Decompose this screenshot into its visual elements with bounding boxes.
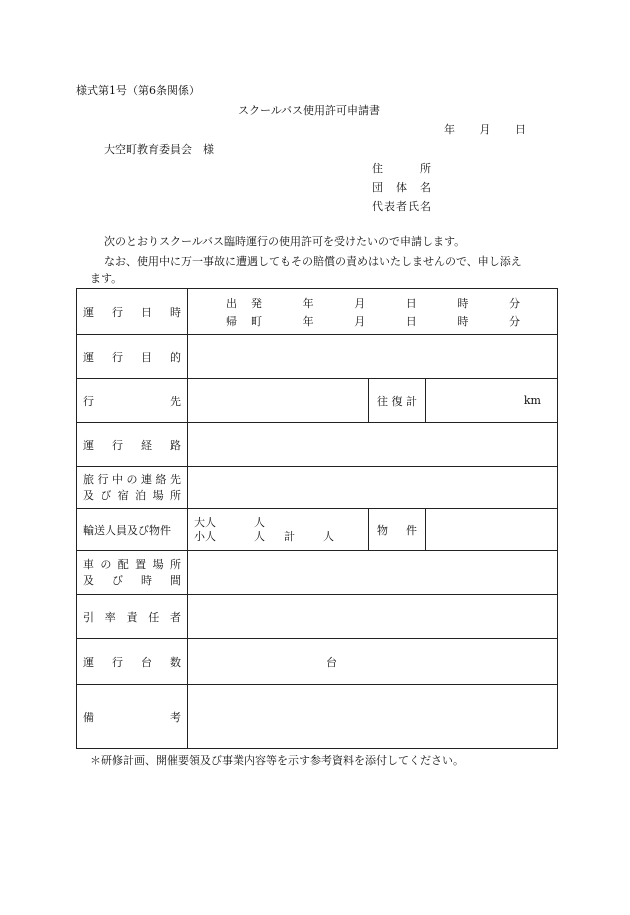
child-unit: 人 [254, 529, 265, 543]
adult-unit: 人 [254, 515, 265, 529]
char: 責 [126, 610, 138, 624]
disclaimer-line-1: なお、使用中に万一事故に遭遇してもその賠償の責めはいたしませんので、申し添え [104, 255, 522, 268]
char: 発 [251, 296, 262, 310]
label-cell [77, 685, 188, 749]
label-cell [77, 551, 188, 595]
char: 間 [170, 573, 181, 587]
cargo-field[interactable] [426, 509, 558, 551]
purpose-field[interactable] [188, 335, 558, 379]
char: 中 [112, 472, 123, 486]
char: 行 [83, 394, 94, 408]
char: 台 [141, 655, 152, 669]
child-label: 小人 [194, 529, 216, 543]
depart-minute: 分 [508, 296, 520, 310]
form-title: スクールバス使用許可申請書 [238, 104, 381, 117]
cargo-label [375, 522, 419, 538]
row-label-line1 [83, 557, 181, 573]
char: 名 [420, 181, 431, 194]
row-label [83, 609, 181, 625]
char: の [126, 472, 138, 486]
return-month: 月 [354, 314, 366, 328]
row-passengers-cargo [77, 509, 558, 551]
char: 氏 [408, 200, 419, 213]
char: 運 [83, 305, 94, 319]
return-hour: 時 [457, 314, 469, 328]
label-cell [77, 639, 188, 685]
char: 引 [83, 610, 94, 624]
char: 日 [141, 305, 152, 319]
row-label: 輸送人員及び物件 [83, 523, 171, 537]
char: 経 [141, 438, 152, 452]
char: 絡 [155, 472, 167, 486]
row-label [83, 349, 181, 365]
char: 車 [83, 557, 94, 571]
char: 町 [251, 314, 262, 328]
char: 及 [83, 573, 94, 587]
applicant-address-label [372, 162, 431, 176]
char: 配 [117, 557, 129, 571]
char: 表 [384, 200, 395, 213]
char: の [100, 557, 112, 571]
char: 場 [152, 488, 164, 502]
char: び [112, 573, 123, 587]
cargo-label-cell [369, 509, 426, 551]
char: 場 [152, 557, 164, 571]
char: 旅 [83, 472, 94, 486]
char: 率 [104, 610, 116, 624]
km-unit: km [523, 394, 541, 407]
char: 運 [83, 438, 94, 452]
row-contact-lodging [77, 467, 558, 509]
row-destination [77, 379, 558, 423]
applicant-rep-label [372, 200, 431, 214]
char: 件 [406, 523, 417, 537]
destination-field[interactable] [188, 379, 369, 423]
label-cell [77, 467, 188, 509]
char: 所 [169, 557, 181, 571]
total-unit: 人 [323, 529, 334, 543]
char: 泊 [135, 488, 147, 502]
char: 者 [396, 200, 407, 213]
disclaimer-line-2: ます。 [90, 272, 123, 285]
total-label: 計 [284, 529, 295, 543]
char: 往 [377, 394, 388, 408]
char: 的 [170, 350, 181, 364]
datetime-grid [226, 295, 520, 329]
char: 備 [83, 710, 94, 724]
label-cell [77, 379, 188, 423]
vehicle-unit: 台 [326, 655, 337, 669]
row-remarks [77, 685, 558, 749]
applicant-group-label [372, 181, 431, 195]
char: 団 [372, 181, 383, 194]
label-cell [77, 595, 188, 639]
char: 行 [112, 438, 123, 452]
char: 復 [391, 394, 403, 408]
char: び [100, 488, 112, 502]
contact-lodging-field[interactable] [188, 467, 558, 509]
row-label [83, 654, 181, 670]
char: 行 [112, 305, 123, 319]
char: 帰 [226, 314, 237, 328]
char: 先 [170, 472, 181, 486]
row-purpose [77, 335, 558, 379]
remarks-field[interactable] [188, 685, 558, 749]
leader-field[interactable] [188, 595, 558, 639]
char: 運 [83, 350, 94, 364]
datetime-field[interactable] [188, 289, 558, 335]
form-number: 様式第1号（第6条関係） [76, 84, 200, 97]
char: 者 [170, 610, 181, 624]
char: 数 [170, 655, 181, 669]
char: 運 [83, 655, 94, 669]
row-label [83, 437, 181, 453]
row-label-line2 [83, 573, 181, 589]
char: 所 [420, 162, 431, 175]
return-label [226, 313, 262, 329]
passengers-grid [194, 516, 368, 544]
char: 代 [372, 200, 383, 213]
return-minute: 分 [508, 314, 520, 328]
row-label-line2 [83, 488, 181, 504]
char: 所 [169, 488, 181, 502]
row-label [83, 393, 181, 409]
round-trip-label [375, 393, 419, 409]
route-field[interactable] [188, 423, 558, 467]
char: 行 [112, 655, 123, 669]
label-cell [77, 423, 188, 467]
row-vehicle-count [77, 639, 558, 685]
application-table [76, 288, 558, 749]
depart-hour: 時 [457, 296, 469, 310]
char: 体 [396, 181, 407, 194]
label-cell [77, 509, 188, 551]
footnote: ＊研修計画、開催要領及び事業内容等を示す参考資料を添付してください。 [90, 754, 464, 767]
char: 任 [148, 610, 160, 624]
char: 名 [420, 200, 431, 213]
row-label [83, 304, 181, 320]
row-leader [77, 595, 558, 639]
depart-day: 日 [405, 296, 417, 310]
date-day: 日 [515, 123, 526, 136]
row-label-line1 [83, 472, 181, 488]
round-trip-field[interactable] [426, 379, 558, 423]
vehicle-placement-field[interactable] [188, 551, 558, 595]
adult-label: 大人 [194, 515, 216, 529]
date-year: 年 [444, 123, 455, 136]
char: 先 [170, 394, 181, 408]
row-label [83, 709, 181, 725]
char: 置 [135, 557, 147, 571]
row-route [77, 423, 558, 467]
char: 路 [170, 438, 181, 452]
depart-label [226, 295, 262, 311]
char: 連 [141, 472, 152, 486]
return-day: 日 [405, 314, 417, 328]
depart-year: 年 [302, 296, 314, 310]
vehicle-count-field[interactable] [188, 639, 558, 685]
char: 住 [372, 162, 383, 175]
passengers-field[interactable] [188, 509, 369, 551]
depart-month: 月 [354, 296, 366, 310]
date-month: 月 [479, 123, 491, 136]
round-trip-label-cell [369, 379, 426, 423]
request-paragraph: 次のとおりスクールバス臨時運行の使用許可を受けたいので申請します。 [104, 235, 466, 248]
char: 時 [170, 305, 181, 319]
char: 行 [97, 472, 109, 486]
return-year: 年 [302, 314, 314, 328]
char: 宿 [117, 488, 129, 502]
row-operation-datetime [77, 289, 558, 335]
label-cell [77, 335, 188, 379]
char: 計 [406, 394, 417, 408]
char: 目 [141, 350, 152, 364]
char: 時 [141, 573, 152, 587]
char: 行 [112, 350, 123, 364]
row-vehicle-placement [77, 551, 558, 595]
char: 出 [226, 296, 237, 310]
addressee: 大空町教育委員会 様 [104, 143, 214, 156]
char: 考 [170, 710, 181, 724]
char: 物 [377, 523, 388, 537]
char: 及 [83, 488, 94, 502]
date-line [444, 123, 526, 137]
label-cell [77, 289, 188, 335]
